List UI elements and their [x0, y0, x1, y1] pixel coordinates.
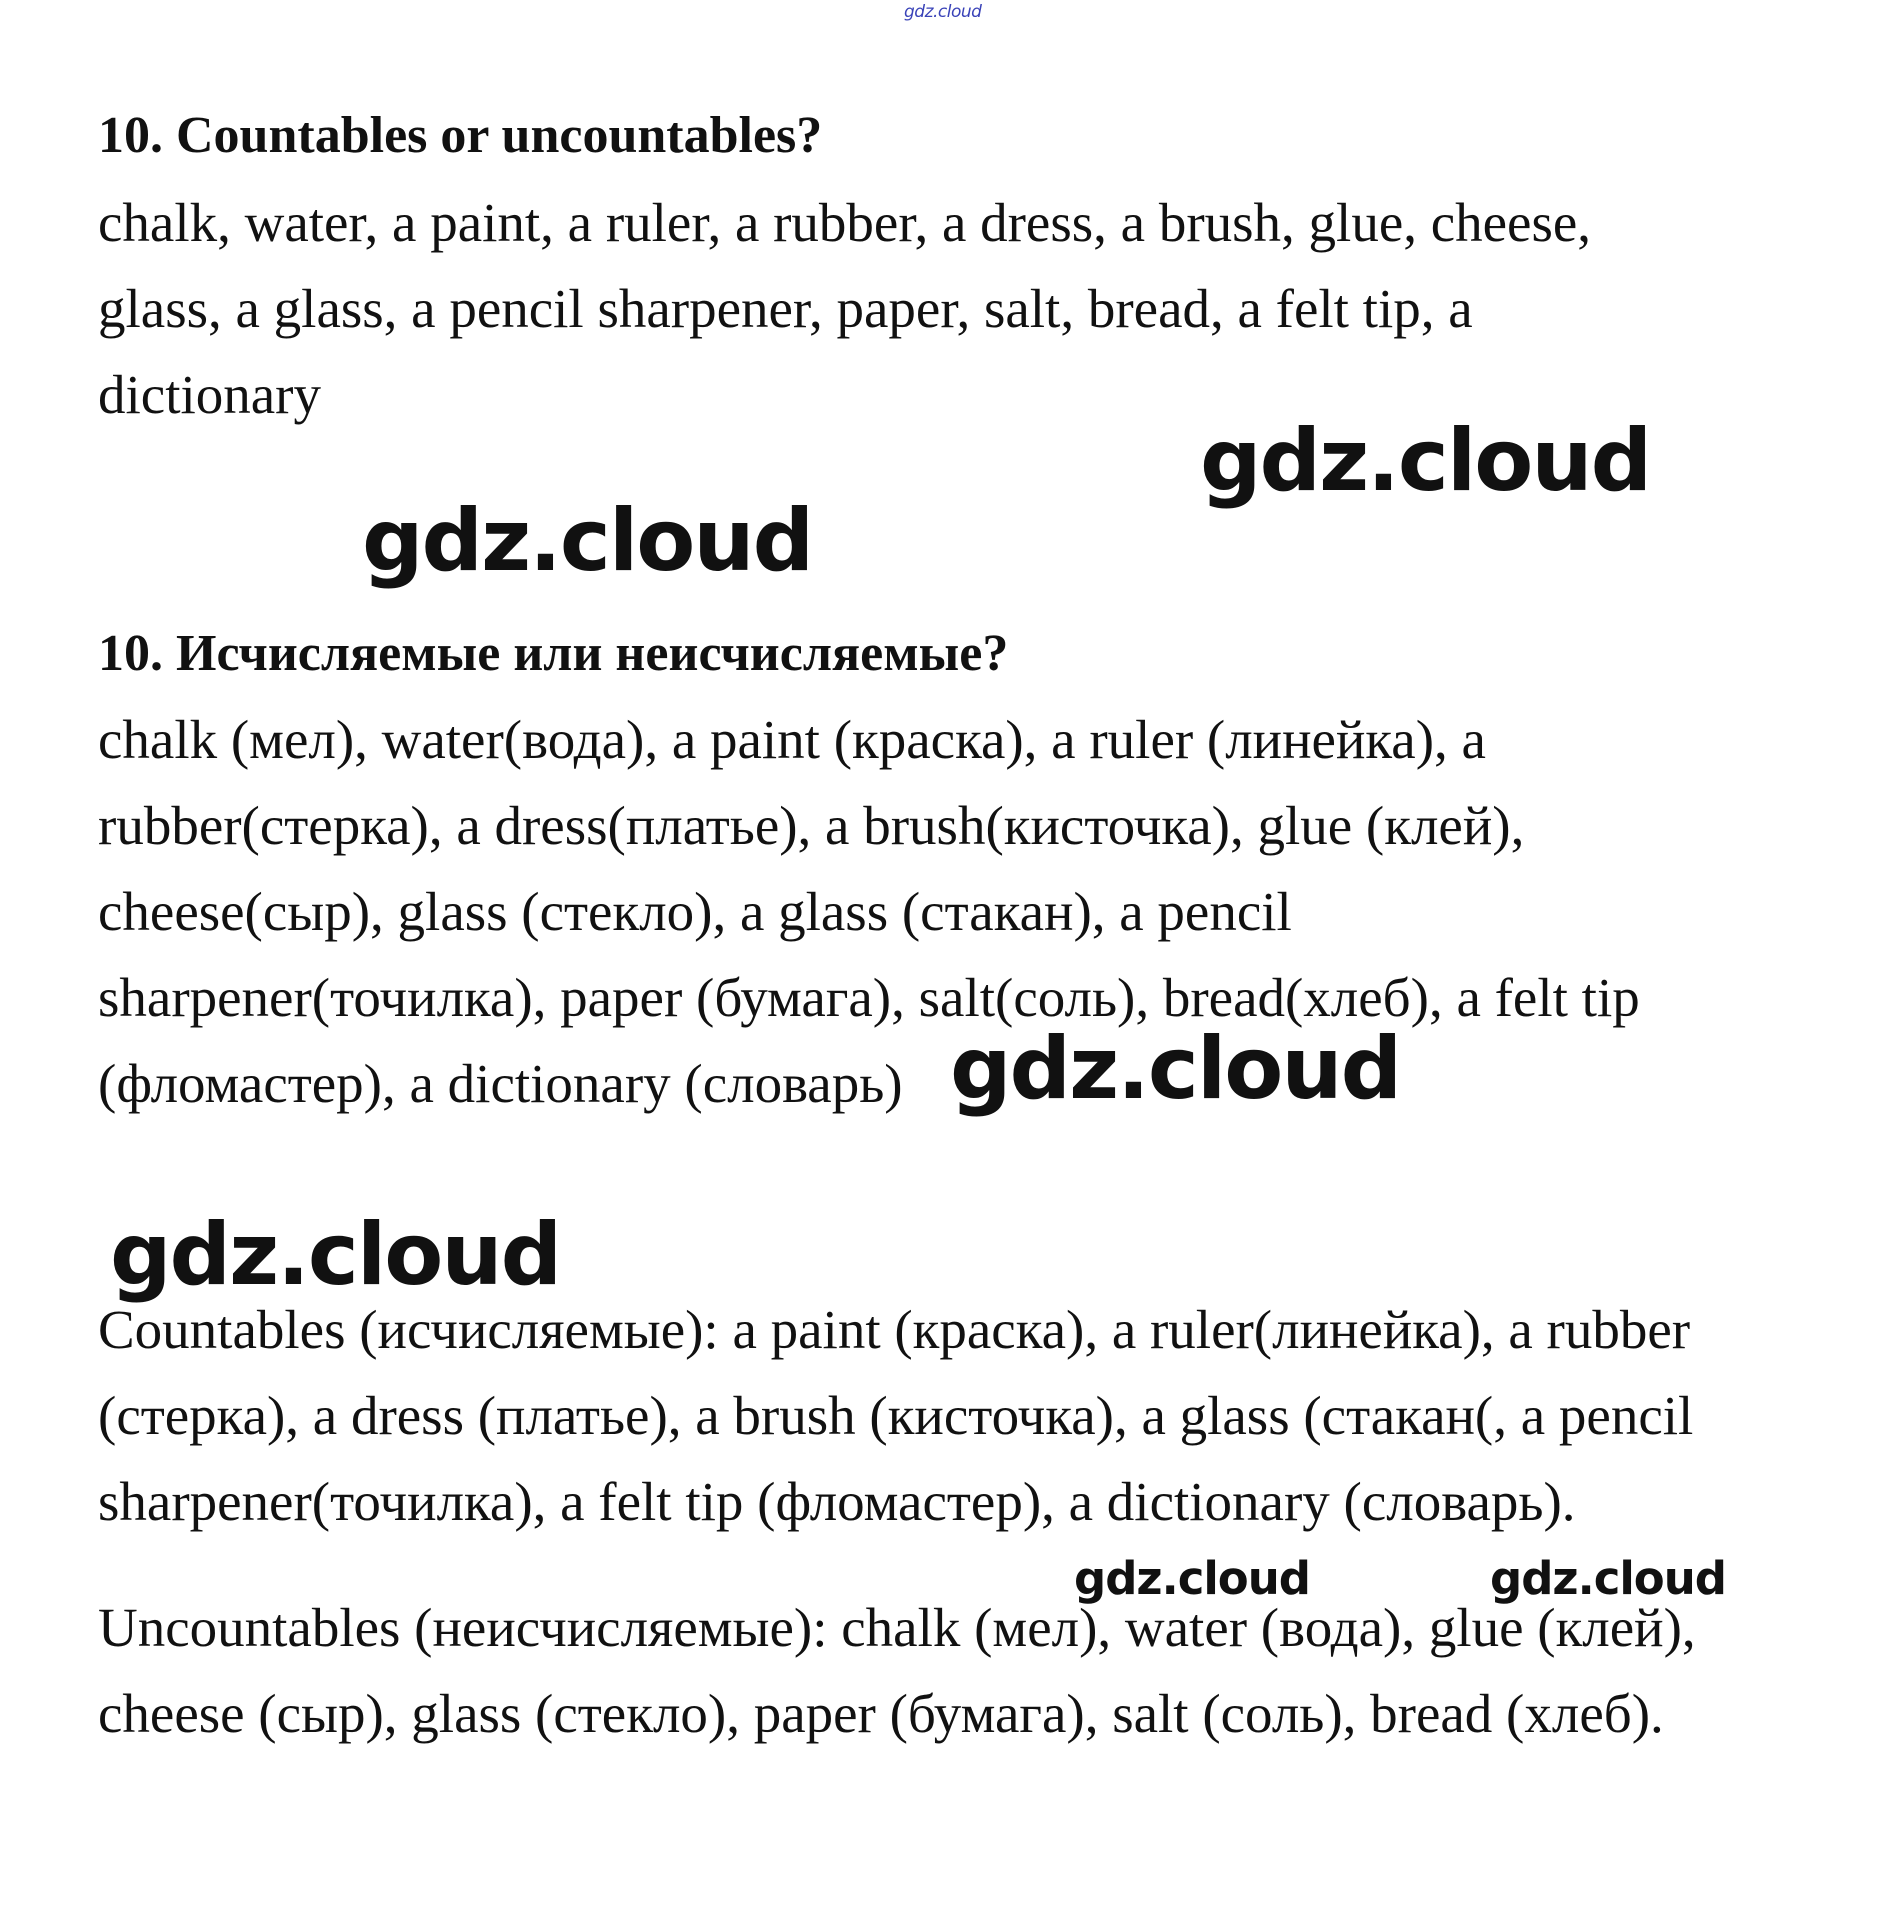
- watermark: gdz.cloud: [1490, 1552, 1726, 1605]
- answer-uncountables: [98, 1585, 1798, 1757]
- task-wordlist-ru: [98, 697, 1798, 1127]
- watermark: gdz.cloud: [950, 1019, 1401, 1119]
- text-line: cheese (сыр), glass (стекло), paper (бумага), salt (соль), bread (хлеб).: [98, 1683, 1664, 1744]
- answer-countables: [98, 1287, 1798, 1545]
- text-line: Uncountables (неисчисляемые): chalk (мел), water (вода), glue (клей),: [98, 1597, 1696, 1658]
- top-watermark: gdz.cloud: [904, 2, 982, 22]
- task-wordlist-en: [98, 180, 1798, 438]
- text-line: sharpener(точилка), a felt tip (фломастер), a dictionary (словарь).: [98, 1471, 1576, 1532]
- watermark: gdz.cloud: [110, 1205, 561, 1305]
- text-line: (стерка), a dress (платье), a brush (кисточка), a glass (стакан(, a pencil: [98, 1385, 1694, 1446]
- task-heading-ru: 10. Исчисляемые или неисчисляемые?: [98, 625, 1009, 682]
- watermark: gdz.cloud: [362, 491, 813, 591]
- text-line: rubber(стерка), a dress(платье), a brush(кисточка), glue (клей),: [98, 795, 1525, 856]
- task-heading-en: 10. Countables or uncountables?: [98, 107, 823, 164]
- text-line: (фломастер), a dictionary (словарь): [98, 1053, 903, 1114]
- text-line: chalk, water, a paint, a ruler, a rubber, a dress, a brush, glue, cheese,: [98, 192, 1592, 253]
- text-line: glass, a glass, a pencil sharpener, paper, salt, bread, a felt tip, a: [98, 278, 1473, 339]
- text-line: dictionary: [98, 364, 321, 425]
- text-line: Countables (исчисляемые): a paint (краска), a ruler(линейка), a rubber: [98, 1299, 1691, 1360]
- watermark: gdz.cloud: [1200, 411, 1651, 511]
- text-line: chalk (мел), water(вода), a paint (краска), a ruler (линейка), a: [98, 709, 1486, 770]
- text-line: sharpener(точилка), paper (бумага), salt(соль), bread(хлеб), a felt tip: [98, 967, 1640, 1028]
- text-line: cheese(сыр), glass (стекло), a glass (стакан), a pencil: [98, 881, 1292, 942]
- watermark: gdz.cloud: [1074, 1552, 1310, 1605]
